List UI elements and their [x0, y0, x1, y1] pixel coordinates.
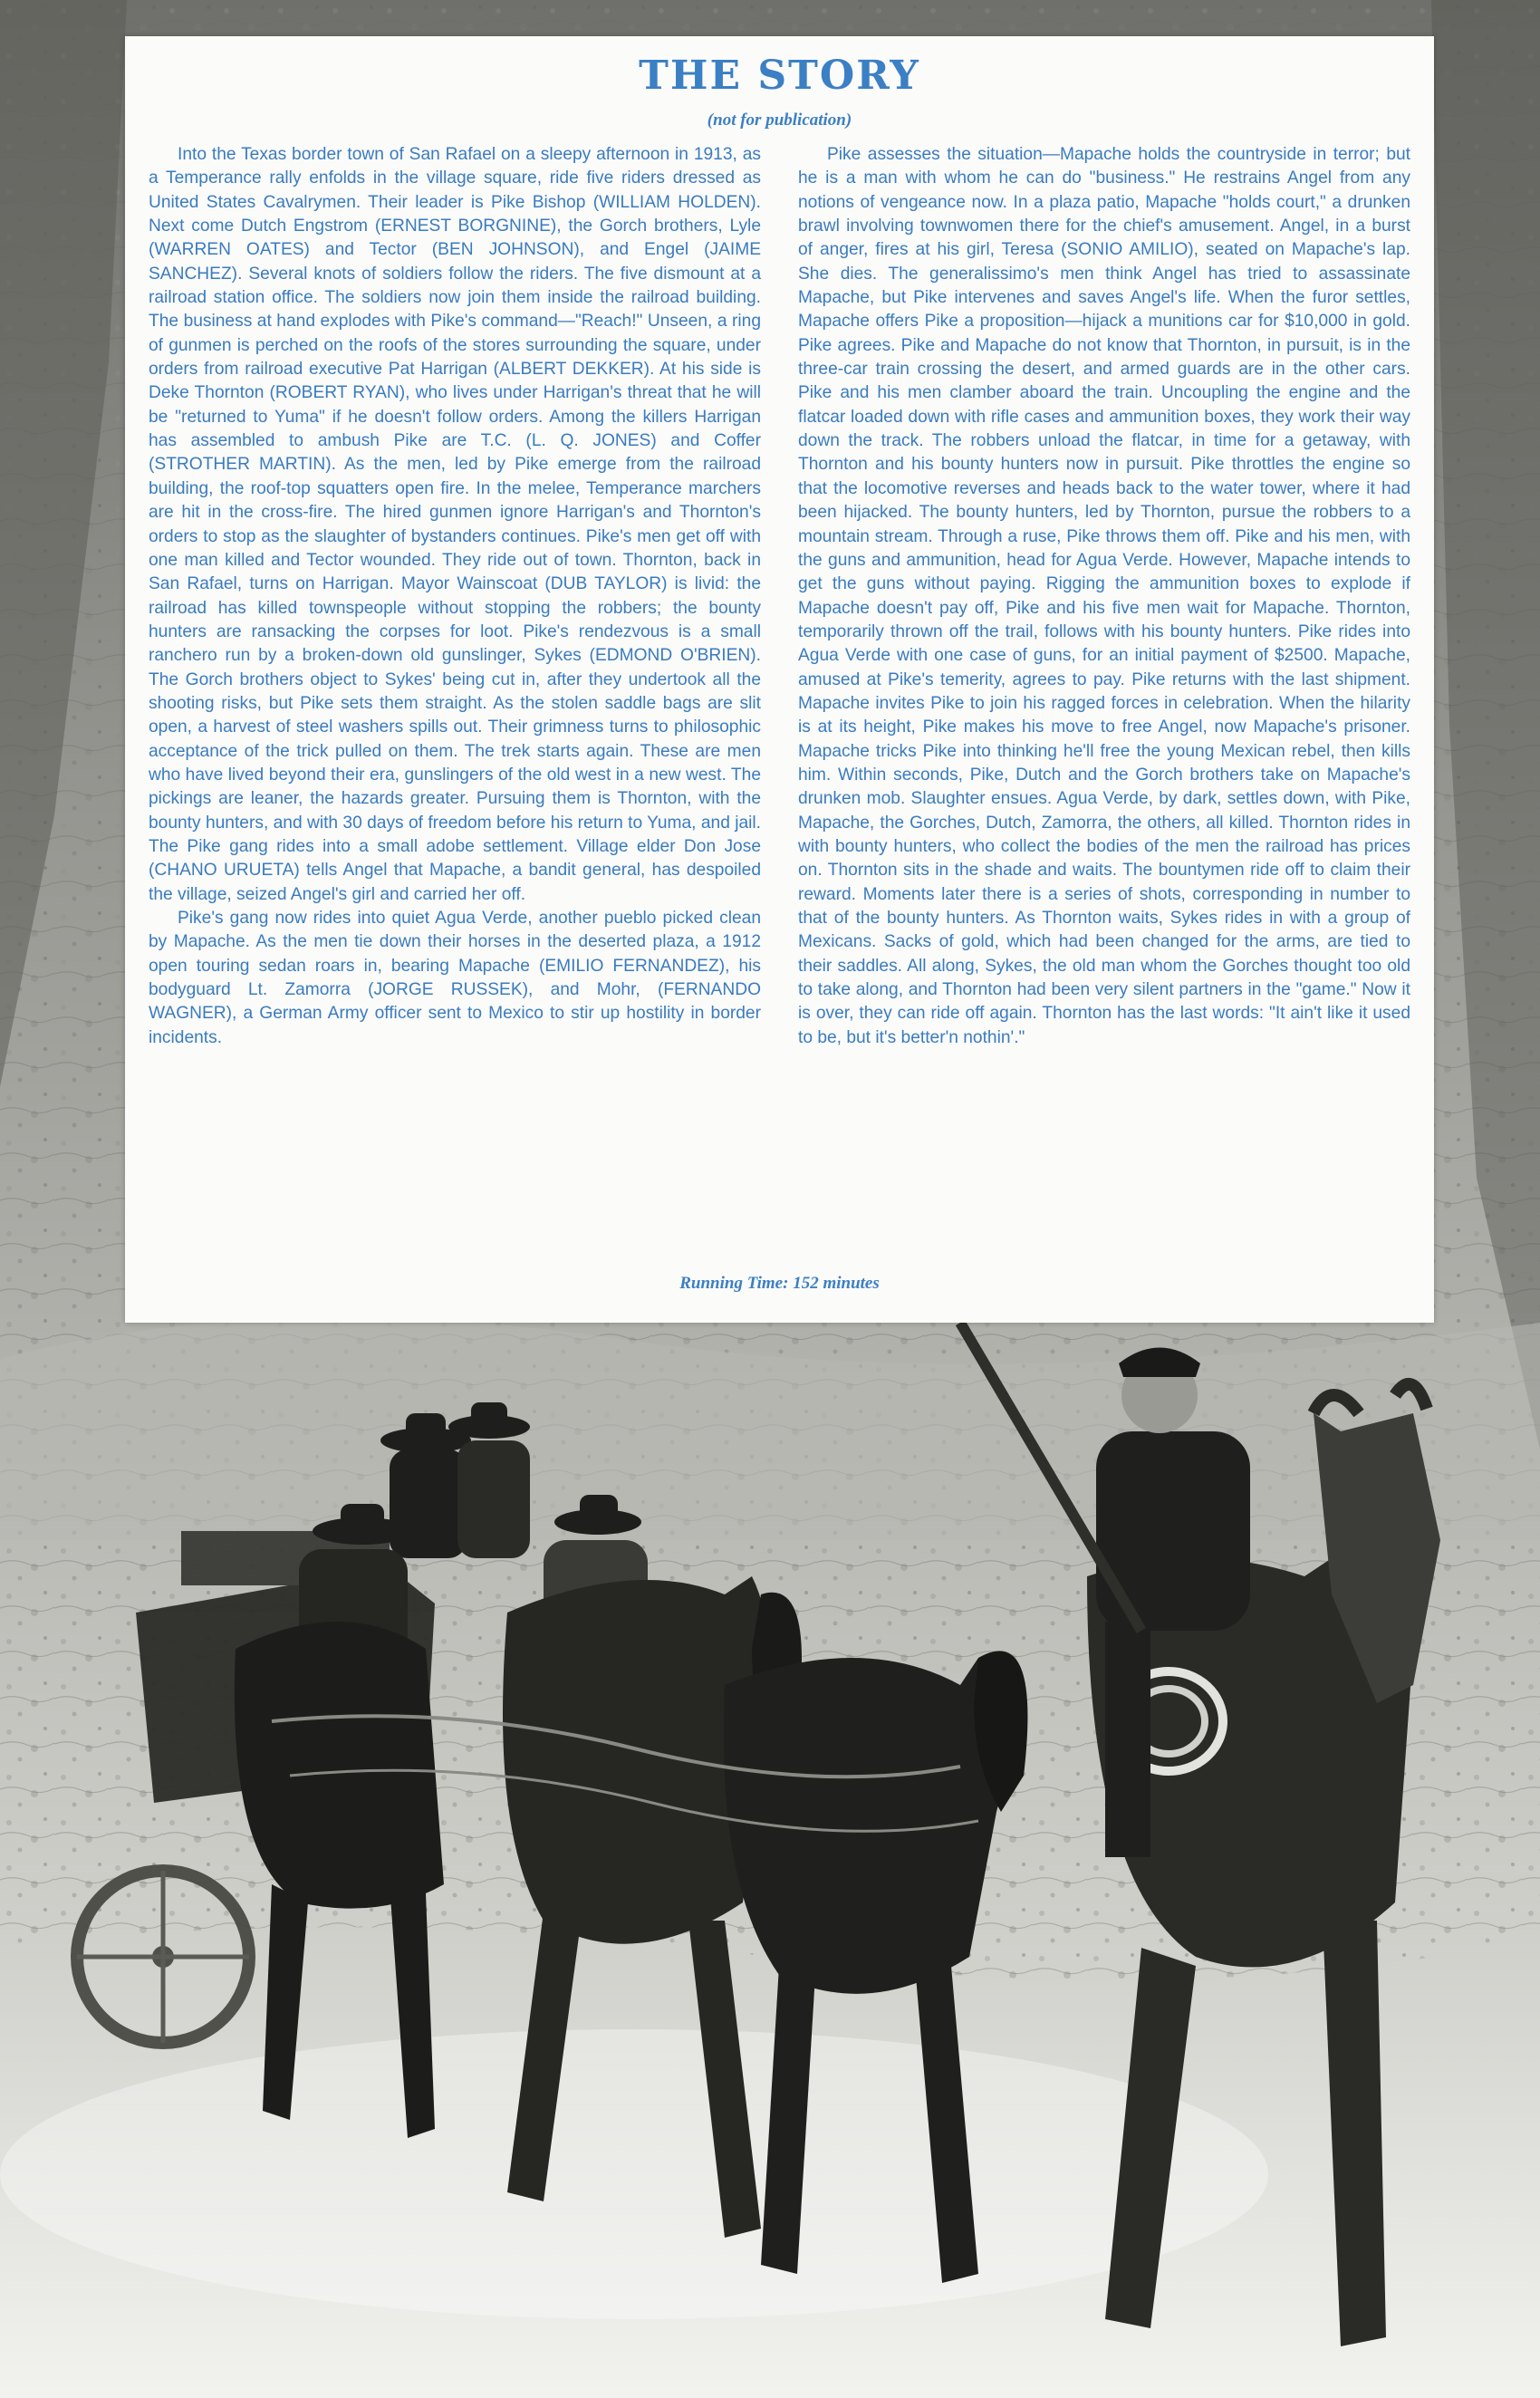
story-panel [125, 36, 1434, 1323]
story-paragraph: Pike assesses the situation—Mapache holds the countryside in terror; but he is a man with whom he can do "business." He restrains Angel from any notions of vengeance now. In a plaza patio, Mapache "holds court," a drunken brawl involving townwomen there for the chief's amusement. Angel, in a burst of anger, fires at his girl, Teresa (SONIO AMILIO), seated on Mapache's lap. She dies. The generalissimo's men think Angel has tried to assassinate Mapache, but Pike intervenes and saves Angel's life. When the furor settles, Mapache offers Pike a proposition—hijack a munitions car for $10,000 in gold. Pike agrees. Pike and Mapache do not know that Thornton, in pursuit, is in the three-car train crossing the desert, and armed guards are in the other cars. Pike and his men clamber aboard the train. Uncoupling the engine and the flatcar loaded down with rifle cases and ammunition boxes, they work their way down the track. The robbers unload the flatcar, in time for a getaway, with Thornton and his bounty hunters now in pursuit. Pike throttles the engine so that the locomotive reverses and heads back to the water tower, where it had been hijacked. The bounty hunters, led by Thornton, pursue the robbers to a mountain stream. Through a ruse, Pike throws them off. Pike and his men, with the guns and ammunition, head for Agua Verde. However, Mapache intends to get the guns without paying. Rigging the ammunition boxes to explode if Mapache doesn't pay off, Pike and his five men wait for Mapache. Thornton, temporarily thrown off the trail, follows with his bounty hunters. Pike rides into Agua Verde with one case of guns, for an initial payment of $2500. Mapache, amused at Pike's temerity, agrees to pay. Pike returns with the last shipment. Mapache invites Pike to join his ragged forces in celebration. When the hilarity is at its height, Pike makes his move to free Angel, now Mapache's prisoner. Mapache tricks Pike into thinking he'll free the young Mexican rebel, then kills him. Within seconds, Pike, Dutch and the Gorch brothers take on Mapache's drunken mob. Slaughter ensues. Agua Verde, by dark, settles down, with Pike, Mapache, the Gorches, Dutch, Zamorra, the others, all killed. Thornton rides in with bounty hunters, who collect the bodies of the men the railroad has prices on. Thornton sits in the shade and waits. The bountymen ride off to claim their reward. Moments later there is a series of shots, corresponding in number to that of the bounty hunters. As Thornton waits, Sykes rides in with a group of Mexicans. Sacks of gold, which had been changed for the arms, are tied to their saddles. All along, Sykes, the old man whom the Gorches thought too old to take along, and Thornton had been very silent partners in the "game." Now it is over, they can ride off again. Thornton has the last words: "It ain't like it used to be, but it's better'n nothin'." [798, 145, 1410, 1047]
story-columns [149, 143, 1410, 1050]
story-right-column [798, 143, 1410, 1050]
story-left-column [149, 143, 761, 1050]
story-subtitle: (not for publication) [707, 111, 852, 130]
story-paragraph: Pike's gang now rides into quiet Agua Verde, another pueblo picked clean by Mapache. As the men tie down their horses in the deserted plaza, a 1912 open touring sedan roars in, bearing Mapache (EMILIO FERNANDEZ), his bodyguard Lt. Zamorra (JORGE RUSSEK), and Mohr, (FERNANDO WAGNER), a German Army officer sent to Mexico to stir up hostility in border incidents. [149, 909, 761, 1047]
story-title: THE STORY [639, 53, 920, 99]
running-time: Running Time: 152 minutes [679, 1274, 880, 1293]
story-paragraph: Into the Texas border town of San Rafael on a sleepy afternoon in 1913, as a Temperance rally enfolds in the village square, ride five riders dressed as United States Cavalrymen. Their leader is Pike Bishop (WILLIAM HOLDEN). Next come Dutch Engstrom (ERNEST BORGNINE), the Gorch brothers, Lyle (WARREN OATES) and Tector (BEN JOHNSON), and Engel (JAIME SANCHEZ). Several knots of soldiers follow the riders. The five dismount at a railroad station office. The soldiers now join them inside the railroad building. The business at hand explodes with Pike's command—"Reach!" Unseen, a ring of gunmen is perched on the roofs of the stores surrounding the square, under orders from railroad executive Pat Harrigan (ALBERT DEKKER). At his side is Deke Thornton (ROBERT RYAN), who lives under Harrigan's threat that he will be "returned to Yuma" if he doesn't follow orders. Among the killers Harrigan has assembled to ambush Pike are T.C. (L. Q. JONES) and Coffer (STROTHER MARTIN). As the men, led by Pike emerge from the railroad building, the roof-top squatters open fire. In the melee, Temperance marchers are hit in the cross-fire. The hired gunmen ignore Harrigan's and Thornton's orders to stop as the slaughter of bystanders continues. Pike's men get off with one man killed and Tector wounded. They ride out of town. Thornton, back in San Rafael, turns on Harrigan. Mayor Wainscoat (DUB TAYLOR) is livid: the railroad has killed townspeople without stopping the robbers; the bounty hunters are ransacking the corpses for loot. Pike's rendezvous is a small ranchero run by a broken-down old gunslinger, Sykes (EDMOND O'BRIEN). The Gorch brothers object to Sykes' being cut in, after they undertook all the shooting risks, but Pike sets them straight. As the stolen saddle bags are slit open, a harvest of steel washers spills out. Their grimness turns to philosophic acceptance of the trick pulled on them. The trek starts again. These are men who have lived beyond their era, gunslingers of the old west in a new west. The pickings are leaner, the hazards greater. Pursuing them is Thornton, with the bounty hunters, and with 30 days of freedom before his return to Yuma, and jail. The Pike gang rides into a small adobe settlement. Village elder Don Jose (CHANO URUETA) tells Angel that Mapache, a bandit general, has despoiled the village, seized Angel's girl and carried her off. [149, 145, 761, 904]
